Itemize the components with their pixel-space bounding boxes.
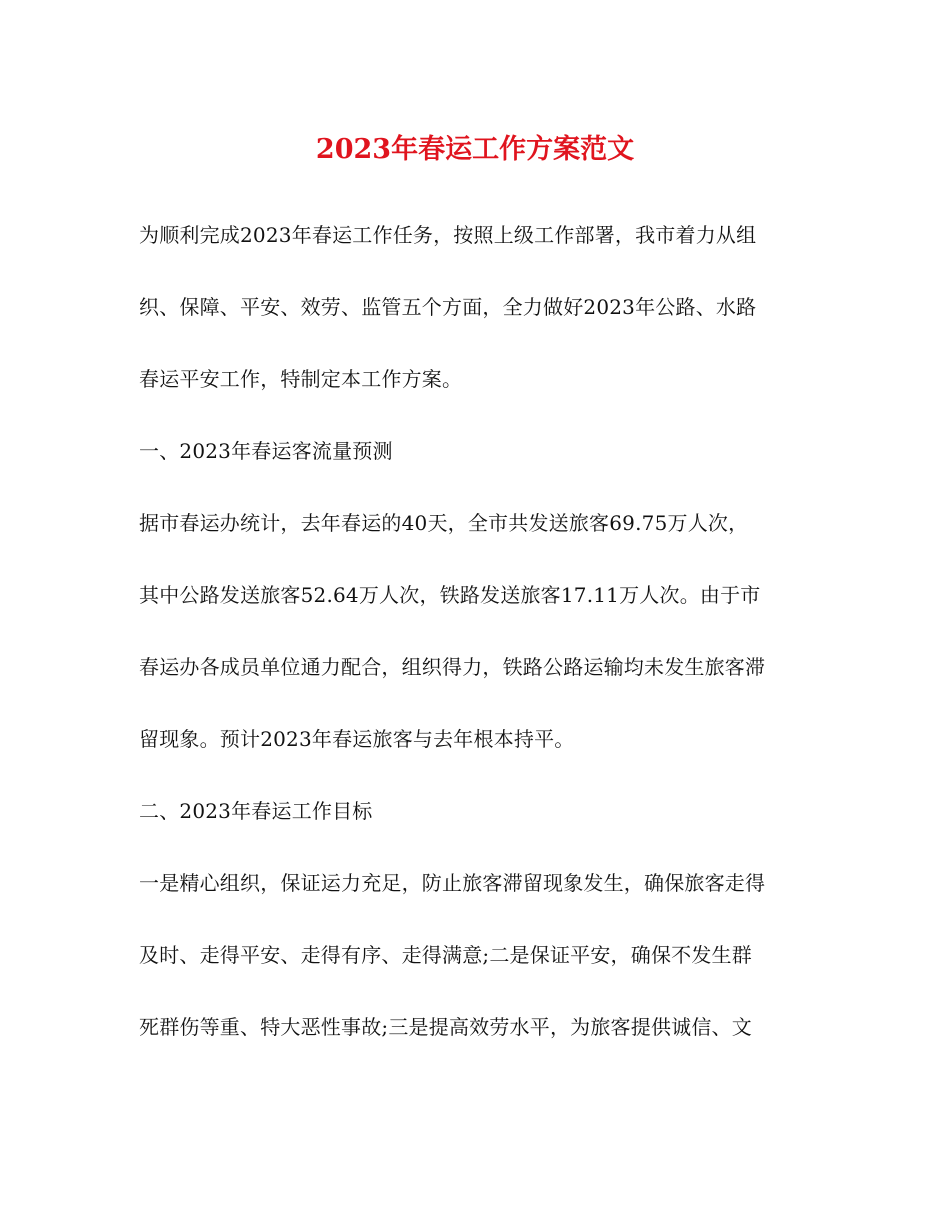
paragraph-line: 春运平安工作，特制定本工作方案。 — [139, 367, 463, 391]
document-title: 2023年春运工作方案范文 — [315, 134, 635, 165]
section-heading: 一、2023年春运客流量预测 — [139, 439, 393, 463]
paragraph-line: 其中公路发送旅客52.64万人次，铁路发送旅客17.11万人次。由于市 — [139, 583, 761, 607]
paragraph-line: 为顺利完成2023年春运工作任务，按照上级工作部署，我市着力从组 — [139, 223, 757, 247]
paragraph-line: 留现象。预计2023年春运旅客与去年根本持平。 — [139, 727, 575, 751]
paragraph-line: 一是精心组织，保证运力充足，防止旅客滞留现象发生，确保旅客走得 — [139, 871, 766, 895]
paragraph-line: 及时、走得平安、走得有序、走得满意;二是保证平安，确保不发生群 — [139, 943, 752, 967]
paragraph-line: 据市春运办统计，去年春运的40天，全市共发送旅客69.75万人次， — [139, 511, 749, 535]
paragraph-line: 织、保障、平安、效劳、监管五个方面，全力做好2023年公路、水路 — [139, 295, 757, 319]
paragraph-line: 春运办各成员单位通力配合，组织得力，铁路公路运输均未发生旅客滞 — [139, 655, 766, 679]
section-heading: 二、2023年春运工作目标 — [139, 799, 373, 823]
paragraph-line: 死群伤等重、特大恶性事故;三是提高效劳水平，为旅客提供诚信、文 — [139, 1015, 752, 1039]
